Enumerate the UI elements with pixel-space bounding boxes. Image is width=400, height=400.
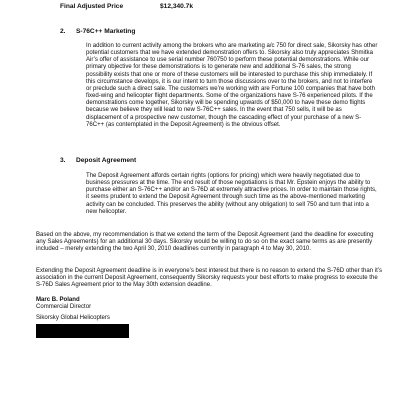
section-3-number: 3.: [60, 157, 66, 164]
extension-paragraph: Extending the Deposit Agreement deadline is in everyone’s best interest but there is no reason to extend the S-76D other than it’s association in the current Deposit Agreement, consequently Sikorsky requests your best efforts to make progress to execute the S-76D Sales Agreement prior to the May 30th extension deadline.: [36, 268, 383, 289]
signatory-title: Commercial Director: [36, 304, 92, 310]
final-adjusted-price-label: Final Adjusted Price: [60, 3, 124, 10]
section-3-body: The Deposit Agreement affords certain rights (options for pricing) which were heavily negotiated due to business pressures at the time. The end result of those negotiations is that Mr. Epstein enjoys the ability to purchase either an S-76C++ and/or an S-76D at extremely attractive prices. In order to maintain those rights, it seems prudent to extend the Deposit Agreement through such time as the above-mentioned marketing activity can be concluded. This preserves the ability (without any obligation) to sell 750 and turn that into a new helicopter.: [86, 173, 377, 215]
section-2-number: 2.: [60, 28, 66, 35]
section-2-heading: [60, 27, 260, 36]
signatory-company: Sikorsky Global Helicopters: [36, 315, 110, 321]
final-adjusted-price-row: [60, 2, 390, 11]
section-3-heading: [60, 156, 260, 165]
final-adjusted-price-value: $12,340.7k: [160, 3, 194, 10]
recommendation-paragraph: Based on the above, my recommendation is that we extend the term of the Deposit Agreement (and the deadline for executing any Sales Agreements) for an additional 30 days. Sikorsky would be willing to do so on the exact same terms as are presently included – merely extending the two April 30, 2010 deadlines currently in paragraph 4 to May 30, 2010.: [36, 232, 374, 253]
signatory-name: Marc B. Poland: [36, 297, 80, 303]
redaction-box: [36, 324, 129, 338]
section-3-title: Deposit Agreement: [76, 157, 137, 164]
section-2-title: S-76C++ Marketing: [76, 28, 136, 35]
section-2-body: In addition to current activity among the brokers who are marketing a/c 750 for direct sale, Sikorsky has other potential customers that we have extended demonstration offers to. Sikorsky also truly appreciates Shmitka Air’s offer of assistance to use serial number 760750 to perform these potential demonstrations. While our primary objective for these demonstrations is to generate new and additional S-76 sales, the strong possibility exists that one or more of these customers will be interested to purchase this ship immediately. If this circumstance develops, it is our intent to turn those discussions over to the brokers, and not to interfere or preclude such a direct sale. The customers we’re working with are Fortune 100 companies that have both fixed-wing and helicopter flight departments. Some of the organizations have S-76 experienced pilots. If the demonstrations come together, Sikorsky will be spending upwards of $50,000 to have these demo flights because we believe they will lead to new S-76C++ sales. In the event that 750 sells, it will be as displacement of a prospective new customer, though the cascading effect of your purchase of a new S-76C++ (as contemplated in the Deposit Agreement) is the obvious offset.: [86, 43, 378, 128]
